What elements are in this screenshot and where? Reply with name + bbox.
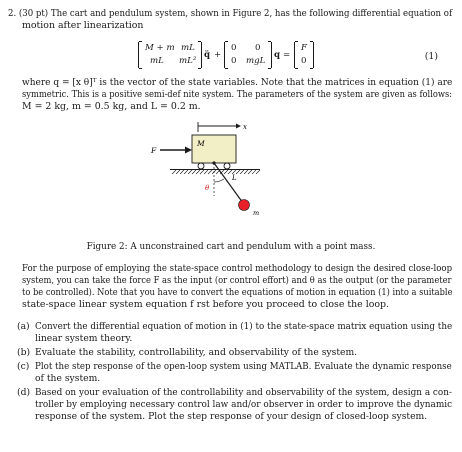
stiffness-matrix-k12: 0 — [255, 43, 261, 53]
theta-arc — [214, 179, 224, 182]
equation-1 — [138, 42, 338, 70]
para-line-4: state-space linear system equation f rst before you proceed to close the loop. — [22, 299, 389, 310]
wheel-left — [198, 163, 204, 169]
label-L: L — [232, 174, 237, 182]
mass-matrix — [138, 42, 202, 68]
force-vector-f1: F — [301, 43, 307, 53]
stiffness-matrix-k11: 0 — [231, 43, 237, 53]
mass-matrix-m11: M + m — [145, 43, 175, 53]
part-b-line-1: Evaluate the stability, controllability, and observability of the system. — [35, 347, 358, 358]
stiffness-matrix-k22: mgL — [246, 56, 266, 66]
force-vector — [294, 42, 314, 68]
wheel-right — [224, 163, 230, 169]
force-vector-f2: 0 — [301, 56, 307, 66]
label-theta: θ — [205, 184, 210, 192]
where-line-2: symmetric. This is a positive semi-def nite system. The parameters of the system are given as follows: — [22, 89, 453, 100]
equation-number: (1) — [424, 51, 438, 62]
figure-caption: Figure 2: A unconstrained cart and pendulum with a point mass. — [86, 242, 376, 252]
part-b-label: (b) — [17, 347, 31, 358]
part-c-line-1: Plot the step response of the open-loop system using MATLAB. Evaluate the dynamic response — [35, 361, 452, 372]
q-symbol: q — [274, 50, 281, 60]
qddot-symbol: q̈ — [204, 50, 211, 60]
intro-line-2: motion after linearization — [22, 20, 144, 31]
part-d-line-2: troller by employing necessary control law and/or observer in order to improve the dynamic — [35, 399, 453, 410]
part-c-line-2: of the system. — [35, 373, 101, 384]
stiffness-matrix-k21: 0 — [231, 56, 237, 66]
plus-sign: + — [214, 50, 222, 60]
part-d-line-1: Based on your evaluation of the controllability and observability of the system, design a con- — [35, 387, 452, 398]
mass-matrix-m21: mL — [150, 56, 164, 66]
para-line-1: For the purpose of employing the state-space control methodology to design the desired close-loop — [22, 263, 453, 274]
para-line-3: to be controlled). Note that you have to convert the equations of motion in equation (1) into a suitable — [22, 287, 453, 298]
mass-matrix-m22: mL² — [179, 56, 197, 66]
para-line-2: system, you can take the force F as the input (or control effort) and θ as the output (or the parameter — [22, 275, 452, 286]
ground-hatching — [172, 170, 260, 174]
part-a-line-2: linear system theory. — [35, 333, 133, 344]
part-c-label: (c) — [17, 361, 30, 372]
force-arrowhead — [185, 147, 192, 154]
point-mass — [239, 200, 250, 211]
part-d-label: (d) — [17, 387, 31, 398]
where-line-1: where q = [x θ]ᵀ is the vector of the state variables. Note that the matrices in equation (1) are — [22, 77, 453, 88]
figure-2-cart-pendulum — [140, 118, 290, 240]
part-a-line-1: Convert the differential equation of motion in (1) to the state-space matrix equation using the — [35, 321, 453, 332]
stiffness-matrix — [224, 42, 272, 68]
intro-line-1: 2. (30 pt) The cart and pendulum system, shown in Figure 2, has the following differential equation of — [8, 8, 453, 19]
label-m: m — [253, 209, 260, 217]
x-axis-arrowhead — [236, 124, 241, 129]
label-F: F — [151, 146, 157, 155]
part-a-label: (a) — [17, 321, 30, 332]
label-x: x — [243, 123, 247, 131]
equals-sign: = — [283, 50, 291, 60]
label-M: M — [197, 139, 205, 148]
mass-matrix-m12: mL — [181, 43, 195, 53]
where-line-3: M = 2 kg, m = 0.5 kg, and L = 0.2 m. — [22, 101, 201, 112]
part-d-line-3: response of the system. Plot the step response of your design of closed-loop system. — [35, 411, 428, 422]
